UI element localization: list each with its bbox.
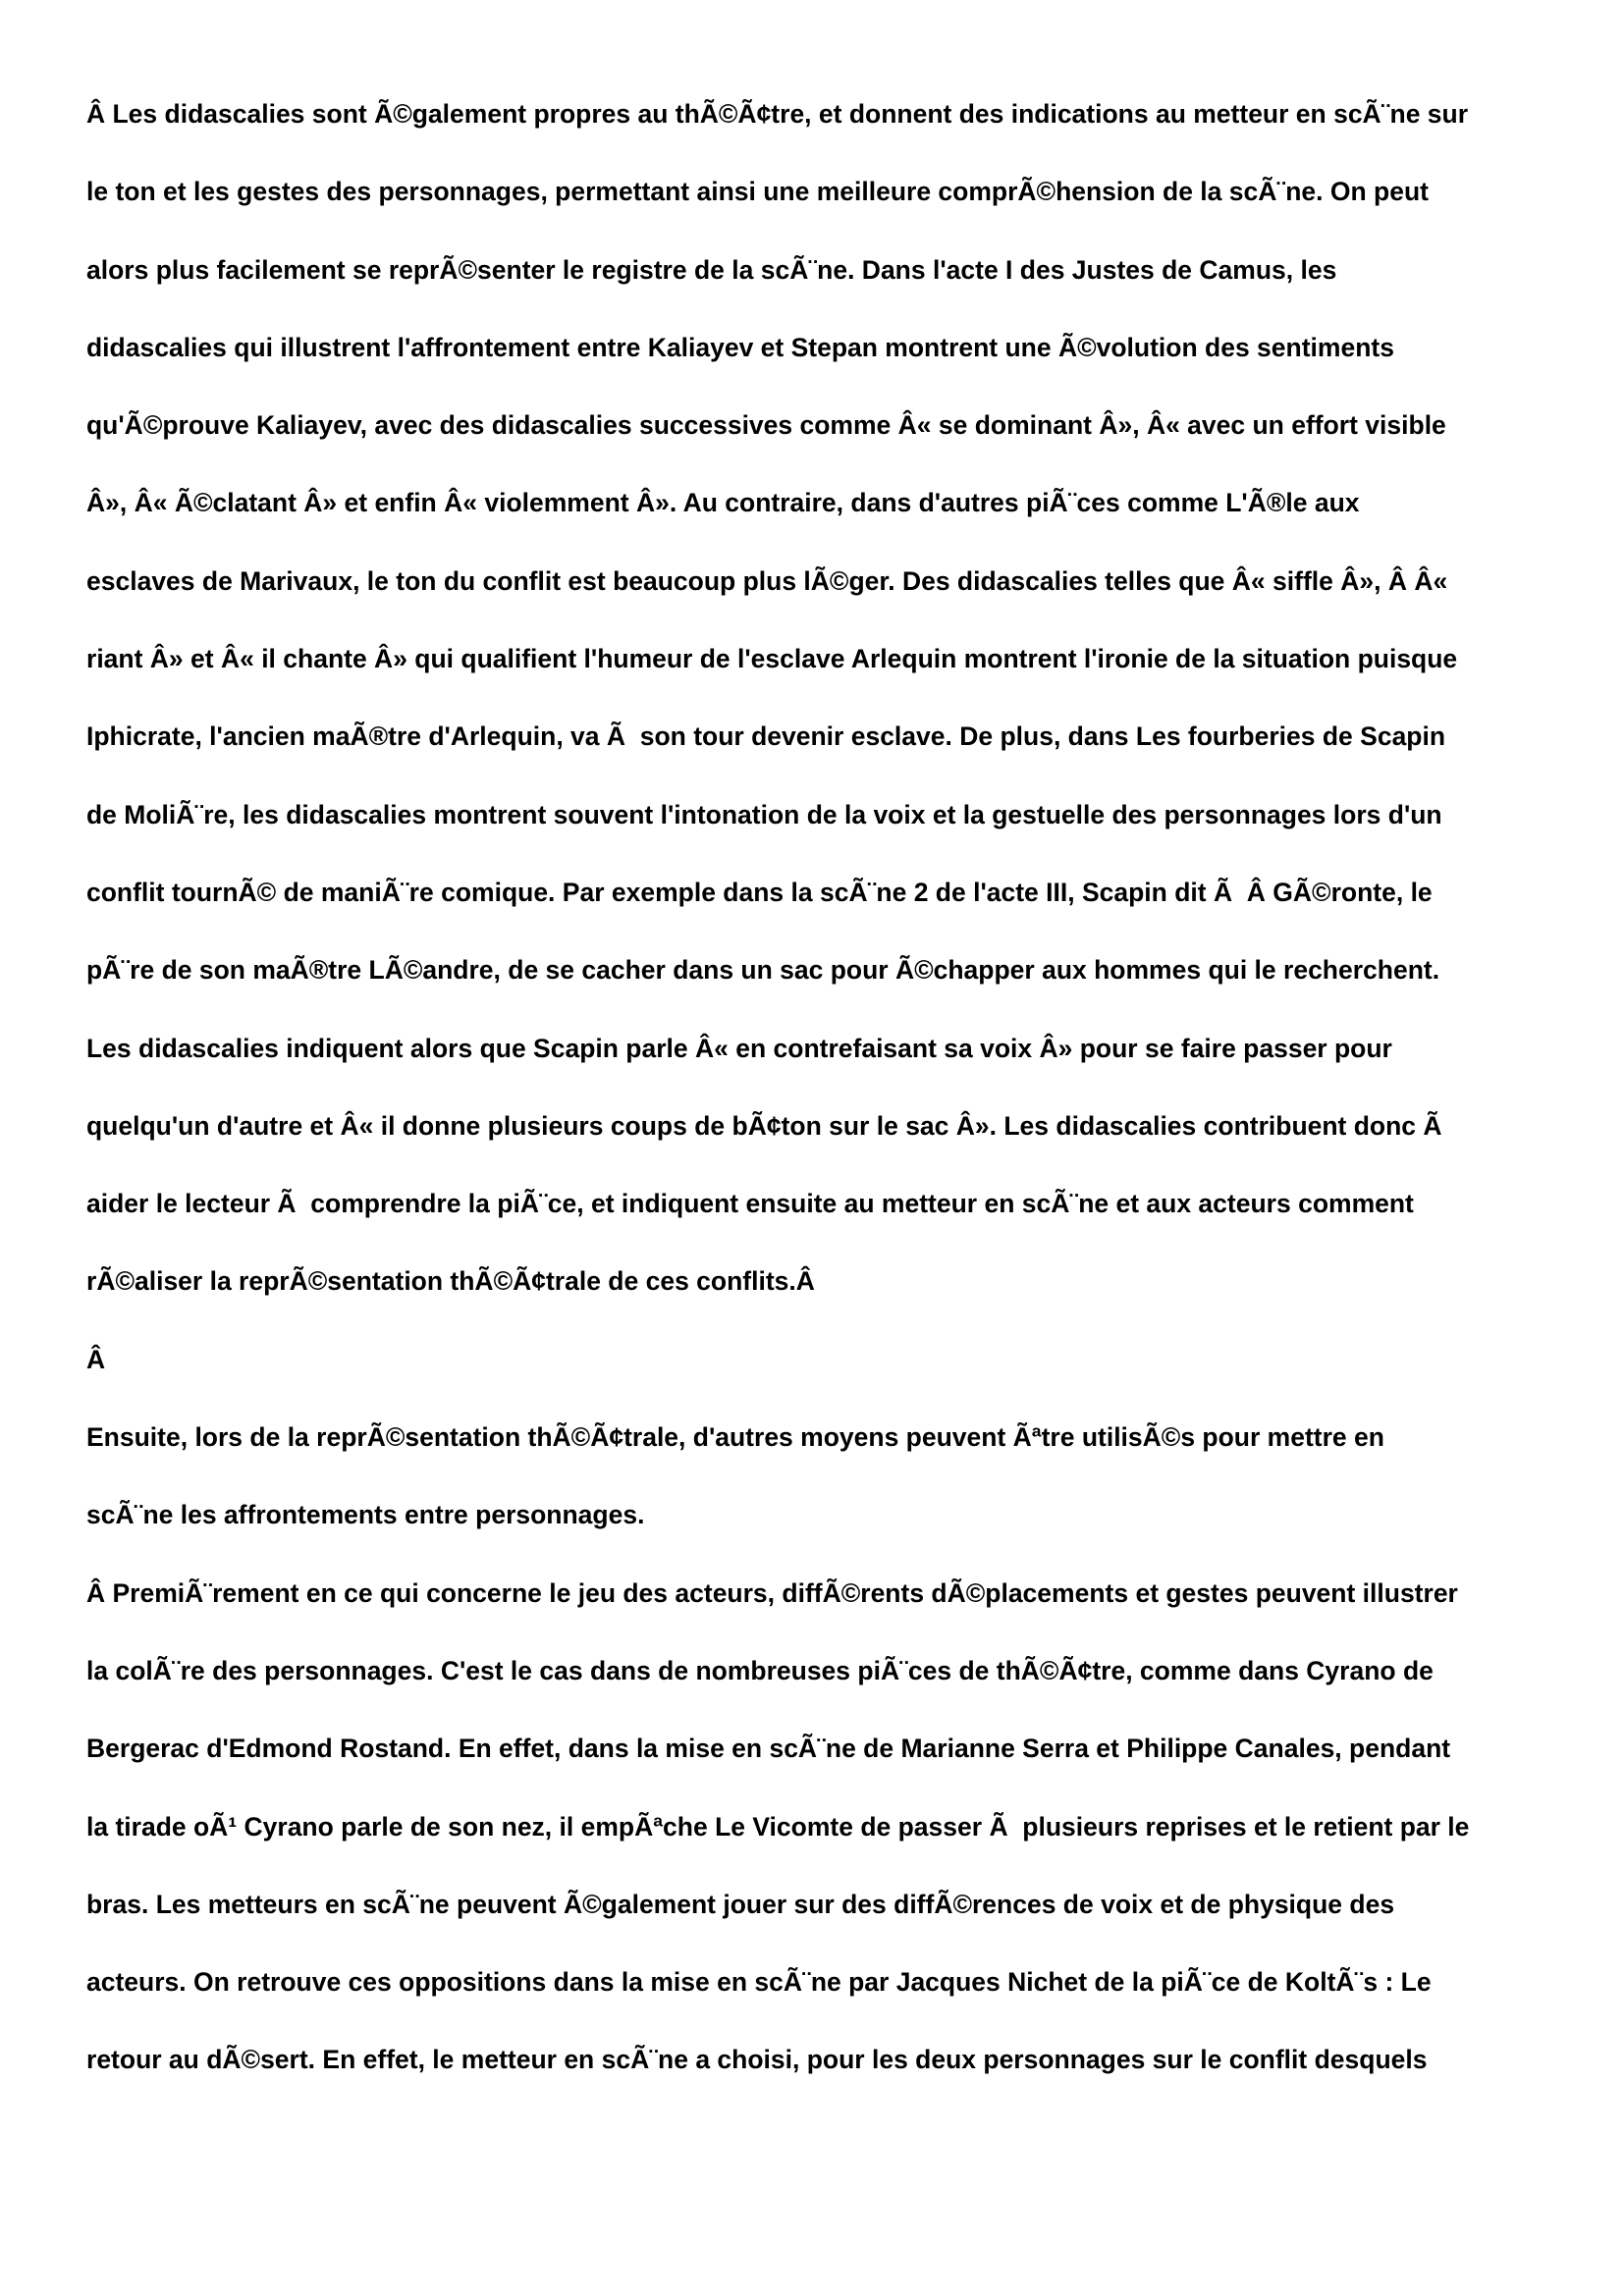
- text-line: Â», Â« Ã©clatant Â» et enfin Â« violemment Â». Au contraire, dans d'autres piÃ¨ces comme L'Ã®le aux: [86, 488, 1360, 518]
- text-line: rÃ©aliser la reprÃ©sentation thÃ©Ã¢trale de ces conflits.Â: [86, 1266, 815, 1297]
- text-line: Â Les didascalies sont Ã©galement propres au thÃ©Ã¢tre, et donnent des indications au metteur en scÃ¨ne sur: [86, 99, 1469, 129]
- text-line: acteurs. On retrouve ces oppositions dans la mise en scÃ¨ne par Jacques Nichet de la piÃ¨ce de KoltÃ¨s : Le: [86, 1967, 1432, 1998]
- text-line: alors plus facilement se reprÃ©senter le registre de la scÃ¨ne. Dans l'acte I des Justes de Camus, les: [86, 254, 1337, 285]
- text-line: bras. Les metteurs en scÃ¨ne peuvent Ã©galement jouer sur des diffÃ©rences de voix et de physique des: [86, 1889, 1395, 1919]
- text-line: Iphicrate, l'ancien maÃ®tre d'Arlequin, va Ã son tour devenir esclave. De plus, dans Les fourberies de Scapin: [86, 721, 1446, 752]
- text-line: Bergerac d'Edmond Rostand. En effet, dans la mise en scÃ¨ne de Marianne Serra et Philippe Canales, pendant: [86, 1734, 1451, 1764]
- text-line: la tirade oÃ¹ Cyrano parle de son nez, il empÃªche Le Vicomte de passer Ã plusieurs reprises et le retient par le: [86, 1811, 1470, 1842]
- text-line: scÃ¨ne les affrontements entre personnages.: [86, 1500, 645, 1530]
- text-line: didascalies qui illustrent l'affrontement entre Kaliayev et Stepan montrent une Ã©volution des sentiments: [86, 332, 1394, 362]
- text-line: quelqu'un d'autre et Â« il donne plusieurs coups de bÃ¢ton sur le sac Â». Les didascalies contribuent donc Ã: [86, 1110, 1442, 1141]
- text-line: riant Â» et Â« il chante Â» qui qualifient l'humeur de l'esclave Arlequin montrent l'ironie de la situation puisque: [86, 644, 1458, 674]
- text-line: Â PremiÃ¨rement en ce qui concerne le jeu des acteurs, diffÃ©rents dÃ©placements et gestes peuvent illustrer: [86, 1577, 1458, 1608]
- text-line: aider le lecteur Ã comprendre la piÃ¨ce, et indiquent ensuite au metteur en scÃ¨ne et aux acteurs comment: [86, 1189, 1414, 1219]
- text-line: la colÃ¨re des personnages. C'est le cas dans de nombreuses piÃ¨ces de thÃ©Ã¢tre, comme dans Cyrano de: [86, 1655, 1434, 1685]
- text-line: Â: [86, 1344, 106, 1374]
- text-line: conflit tournÃ© de maniÃ¨re comique. Par exemple dans la scÃ¨ne 2 de l'acte III, Scapin dit Ã Â GÃ©ronte, le: [86, 877, 1433, 907]
- text-line: pÃ¨re de son maÃ®tre LÃ©andre, de se cacher dans un sac pour Ã©chapper aux hommes qui le recherchent.: [86, 955, 1440, 986]
- text-line: Les didascalies indiquent alors que Scapin parle Â« en contrefaisant sa voix Â» pour se faire passer pour: [86, 1033, 1392, 1063]
- document-text: [86, 90, 1559, 2114]
- text-line: esclaves de Marivaux, le ton du conflit est beaucoup plus lÃ©ger. Des didascalies telles que Â« siffle Â», Â Â«: [86, 565, 1448, 596]
- text-line: retour au dÃ©sert. En effet, le metteur en scÃ¨ne a choisi, pour les deux personnages sur le conflit desquels: [86, 2045, 1428, 2075]
- text-line: de MoliÃ¨re, les didascalies montrent souvent l'intonation de la voix et la gestuelle des personnages lors d'un: [86, 799, 1442, 829]
- text-line: qu'Ã©prouve Kaliayev, avec des didascalies successives comme Â« se dominant Â», Â« avec un effort visible: [86, 410, 1446, 441]
- text-line: le ton et les gestes des personnages, permettant ainsi une meilleure comprÃ©hension de la scÃ¨ne. On peut: [86, 177, 1429, 207]
- text-line: Ensuite, lors de la reprÃ©sentation thÃ©Ã¢trale, d'autres moyens peuvent Ãªtre utilisÃ©s pour mettre en: [86, 1422, 1384, 1453]
